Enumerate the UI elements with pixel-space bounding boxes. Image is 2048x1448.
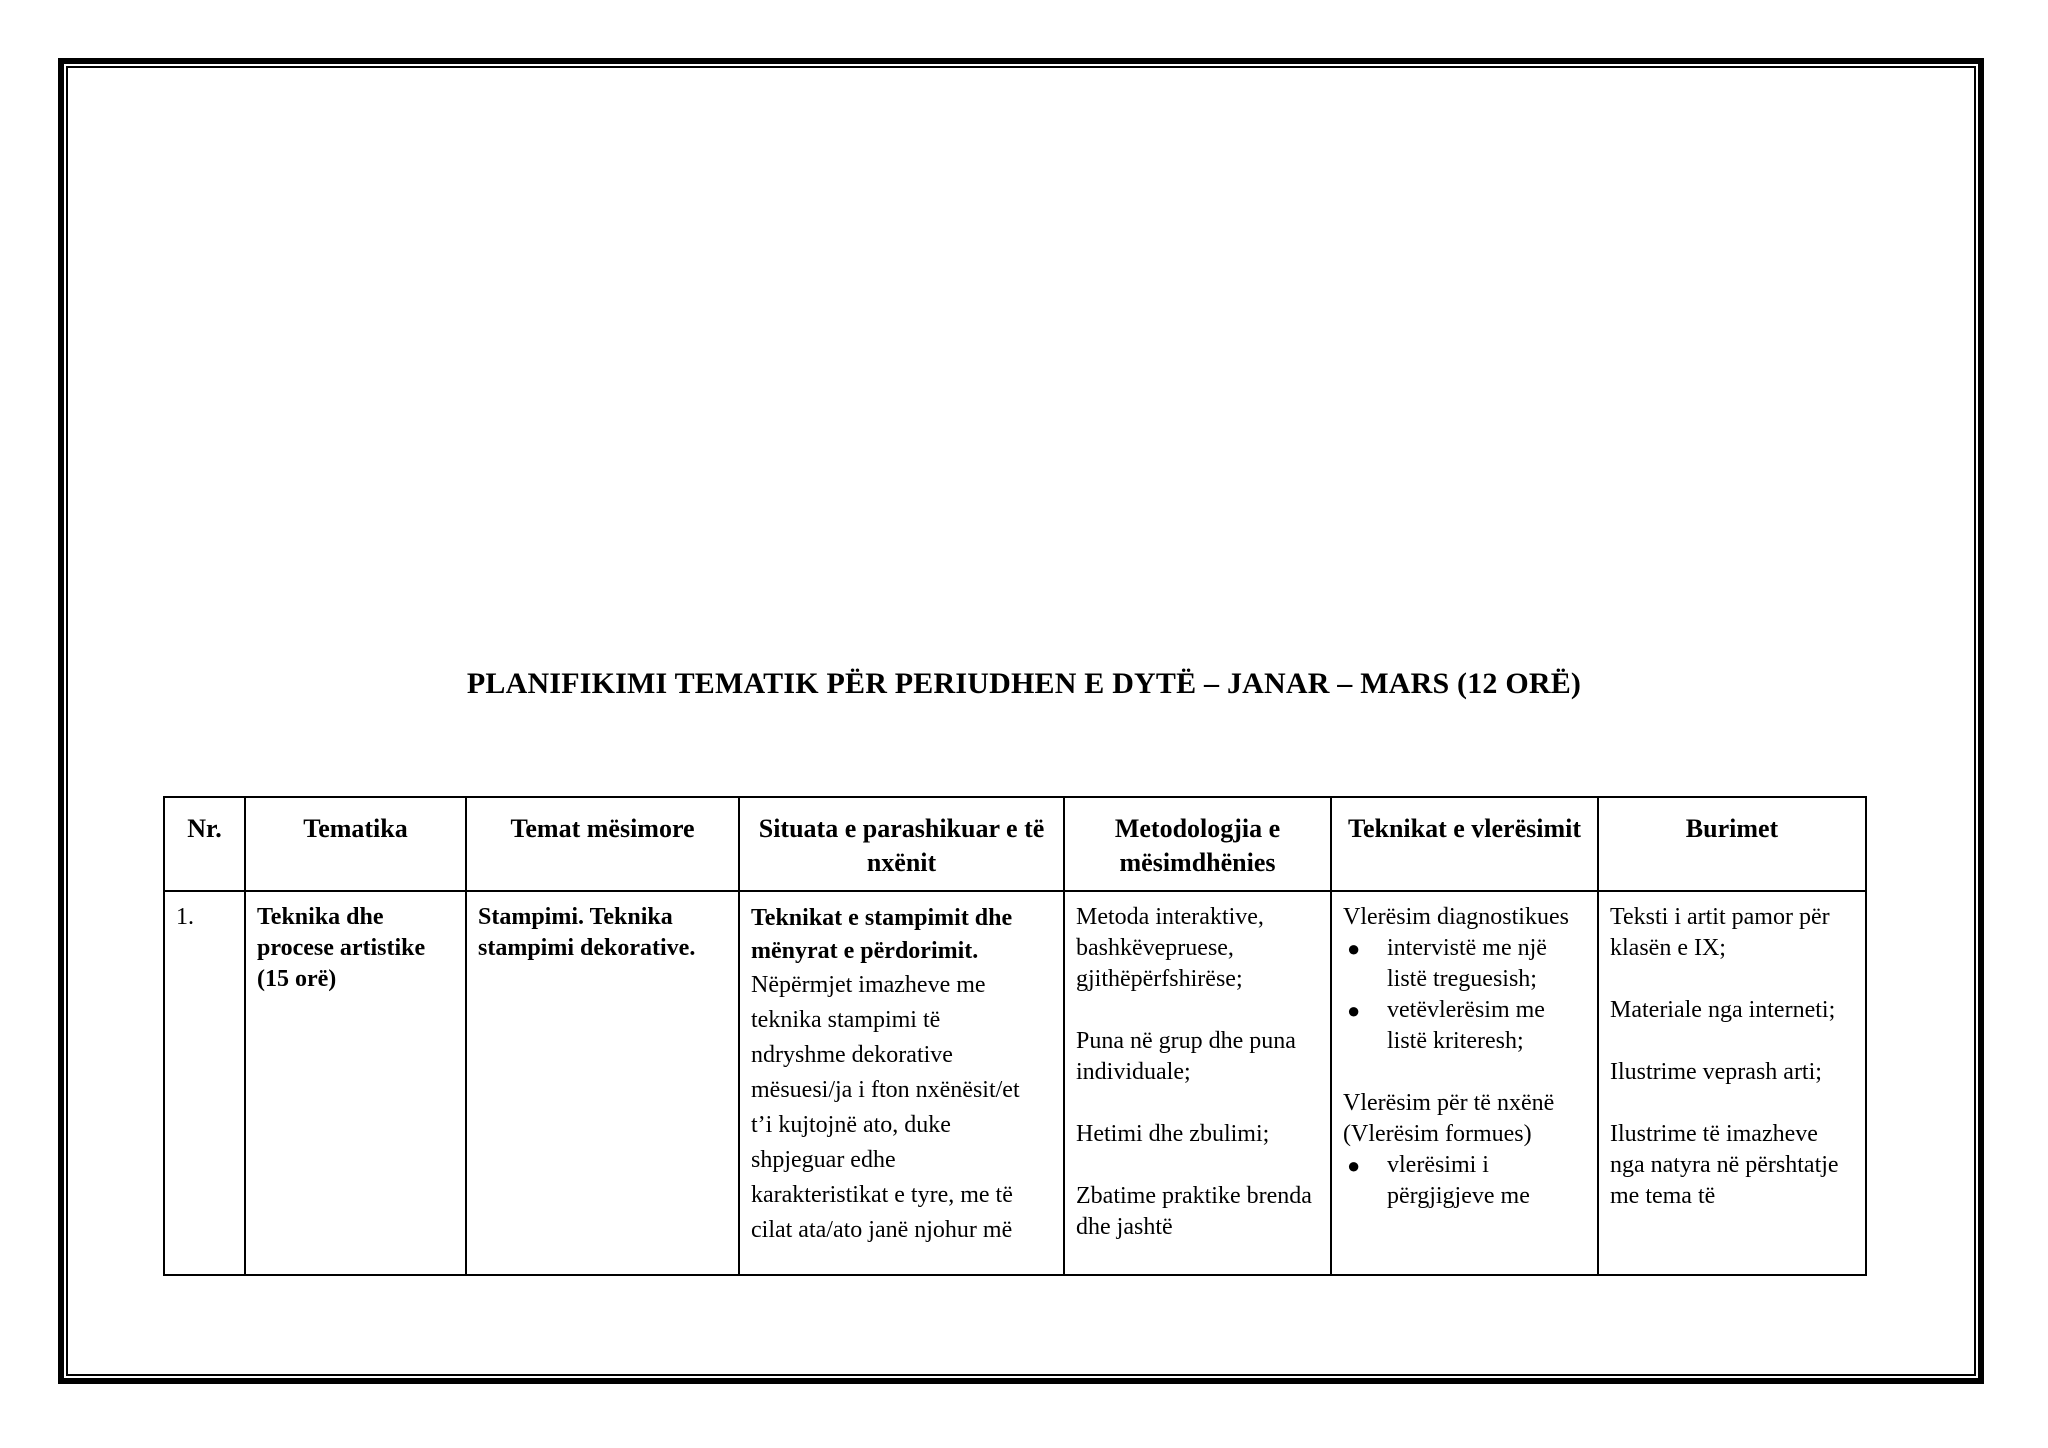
situata-line: shpjeguar edhe [751, 1147, 896, 1173]
burimet-item: Ilustrime veprash arti; [1610, 1059, 1822, 1085]
situata-heading: Teknikat e stampimit dhe mënyrat e përdorimit. [751, 905, 1013, 964]
cell-burimet [1598, 891, 1866, 1275]
header-situata: Situata e parashikuar e të nxënit [739, 797, 1064, 891]
situata-line: mësuesi/ja i fton nxënësit/et [751, 1077, 1020, 1103]
header-metodologjia: Metodologjia e mësimdhënies [1064, 797, 1331, 891]
situata-line: teknika stampimi të [751, 1007, 941, 1033]
situata-line: cilat ata/ato janë njohur më [751, 1217, 1013, 1243]
formative-heading: Vlerësim për të nxënë (Vlerësim formues) [1343, 1090, 1555, 1147]
metodologjia-item: Zbatime praktike brenda dhe jashtë [1076, 1183, 1312, 1240]
situata-line: Nëpërmjet imazheve me [751, 972, 986, 998]
cell-metodologjia [1064, 891, 1331, 1275]
header-temat-mesimore: Temat mësimore [466, 797, 739, 891]
metodologjia-item: Metoda interaktive, bashkëvepruese, gjithëpërfshirëse; [1076, 904, 1264, 992]
temat-text: Stampimi. Teknika stampimi dekorative. [478, 904, 696, 961]
cell-tematika [245, 891, 466, 1275]
cell-temat [466, 891, 739, 1275]
header-nr: Nr. [164, 797, 245, 891]
list-item [1343, 1150, 1587, 1212]
formative-list [1343, 1150, 1587, 1212]
page-title: PLANIFIKIMI TEMATIK PËR PERIUDHEN E DYTË – JANAR – MARS (12 ORË) [466, 667, 1582, 700]
header-burimet: Burimet [1598, 797, 1866, 891]
cell-situata [739, 891, 1064, 1275]
diagnostic-item-text: intervistë me një listë treguesish; [1387, 935, 1547, 992]
situata-line: t’i kujtojnë ato, duke [751, 1112, 951, 1138]
cell-nr [164, 891, 245, 1275]
situata-line: karakteristikat e tyre, me të [751, 1182, 1013, 1208]
burimet-item: Materiale nga interneti; [1610, 997, 1836, 1023]
metodologjia-item: Puna në grup dhe puna individuale; [1076, 1028, 1296, 1085]
bullet-icon: ● [1347, 936, 1361, 961]
metodologjia-item: Hetimi dhe zbulimi; [1076, 1121, 1270, 1147]
bullet-icon: ● [1347, 998, 1361, 1023]
diagnostic-list [1343, 933, 1587, 1057]
burimet-item: Teksti i artit pamor për klasën e IX; [1610, 904, 1830, 961]
table-header-row [164, 797, 1866, 891]
diagnostic-heading: Vlerësim diagnostikues [1343, 904, 1569, 930]
plan-table [163, 796, 1867, 1276]
bullet-icon: ● [1347, 1153, 1361, 1178]
situata-line: ndryshme dekorative [751, 1042, 953, 1068]
diagnostic-item-text: vetëvlerësim me listë kriteresh; [1387, 997, 1545, 1054]
burimet-item: Ilustrime të imazheve nga natyra në përshtatje me tema të [1610, 1121, 1839, 1209]
list-item [1343, 995, 1587, 1057]
formative-item-text: vlerësimi i përgjigjeve me [1387, 1152, 1530, 1209]
header-tematika: Tematika [245, 797, 466, 891]
table-row [164, 891, 1866, 1275]
cell-teknikat [1331, 891, 1598, 1275]
tematika-text: Teknika dhe procese artistike (15 orë) [257, 904, 426, 992]
row-number: 1. [176, 904, 194, 930]
list-item [1343, 933, 1587, 995]
header-teknikat: Teknikat e vlerësimit [1331, 797, 1598, 891]
